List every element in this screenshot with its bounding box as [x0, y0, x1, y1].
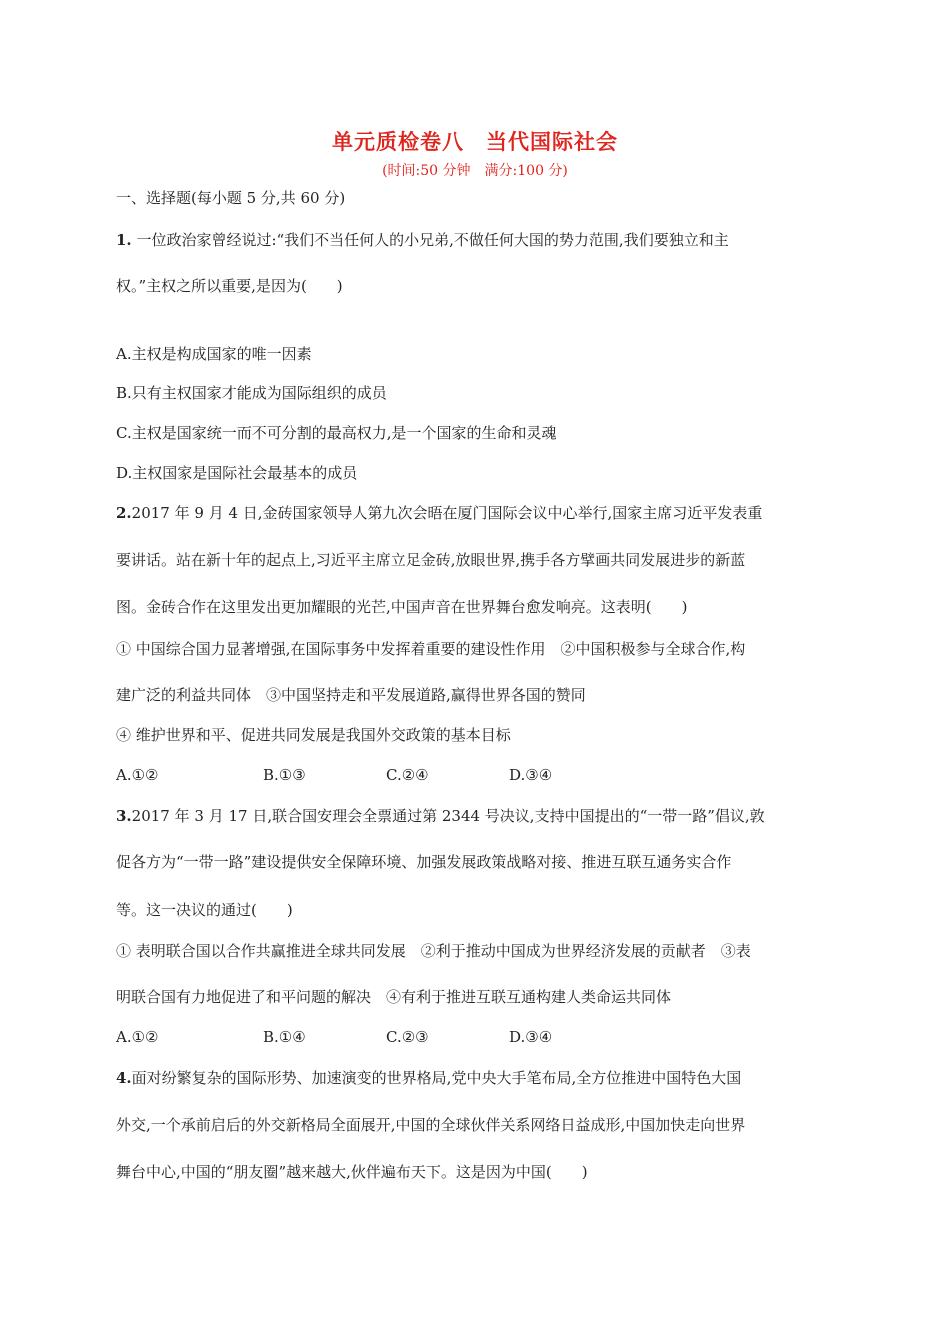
page-title: 单元质检卷八 当代国际社会 — [332, 129, 618, 154]
question-4-line-1 — [116, 1068, 741, 1088]
page-subtitle: (时间:50 分钟 满分:100 分) — [382, 163, 568, 179]
question-2-number: 2. — [116, 504, 132, 522]
question-3-options — [0, 1027, 950, 1047]
question-2-options — [0, 765, 950, 785]
question-2-statement-2: 建广泛的利益共同体 ③中国坚持走和平发展道路,赢得世界各国的赞同 — [116, 686, 586, 704]
question-3-statement-1: ① 表明联合国以合作共赢推进全球共同发展 ②利于推动中国成为世界经济发展的贡献者 ③表 — [116, 942, 751, 960]
question-1-option-a: A.主权是构成国家的唯一因素 — [116, 345, 312, 363]
question-3-statement-2: 明联合国有力地促进了和平问题的解决 ④有利于推进互联互通构建人类命运共同体 — [116, 988, 672, 1006]
question-3-option-d: D.③④ — [509, 1028, 553, 1046]
question-3-number: 3. — [116, 807, 132, 825]
question-3-option-b: B.①④ — [263, 1028, 306, 1046]
question-1-line-2: 权。”主权之所以重要,是因为( ) — [116, 277, 343, 295]
question-1-option-b: B.只有主权国家才能成为国际组织的成员 — [116, 384, 387, 402]
question-1-text: 一位政治家曾经说过:“我们不当任何人的小兄弟,不做任何大国的势力范围,我们要独立和主 — [131, 231, 729, 249]
question-1-number: 1. — [116, 231, 132, 249]
question-2-option-a: A.①② — [116, 766, 159, 784]
question-3-line-3: 等。这一决议的通过( ) — [116, 901, 293, 919]
question-2-statement-3: ④ 维护世界和平、促进共同发展是我国外交政策的基本目标 — [116, 726, 511, 744]
question-2-line-1 — [116, 503, 762, 523]
question-4-number: 4. — [116, 1069, 132, 1087]
question-3-option-a: A.①② — [116, 1028, 159, 1046]
question-2-option-b: B.①③ — [263, 766, 306, 784]
question-3-line-1 — [116, 806, 765, 826]
question-2-text: 2017 年 9 月 4 日,金砖国家领导人第九次会晤在厦门国际会议中心举行,国家主席习近平发表重 — [131, 504, 763, 522]
question-3-option-c: C.②③ — [386, 1028, 429, 1046]
question-1-option-d: D.主权国家是国际社会最基本的成员 — [116, 464, 358, 482]
question-4-text: 面对纷繁复杂的国际形势、加速演变的世界格局,党中央大手笔布局,全方位推进中国特色大国 — [131, 1069, 742, 1087]
question-2-line-3: 图。金砖合作在这里发出更加耀眼的光芒,中国声音在世界舞台愈发响亮。这表明( ) — [116, 598, 688, 616]
question-3-text: 2017 年 3 月 17 日,联合国安理会全票通过第 2344 号决议,支持中国提出的“一带一路”倡议,敦 — [131, 807, 765, 825]
question-2-option-c: C.②④ — [386, 766, 429, 784]
section-heading: 一、选择题(每小题 5 分,共 60 分) — [116, 189, 346, 207]
question-1-line-1 — [116, 230, 729, 250]
question-3-line-2: 促各方为“一带一路”建设提供安全保障环境、加强发展政策战略对接、推进互联互通务实合作 — [116, 853, 732, 871]
question-2-line-2: 要讲话。站在新十年的起点上,习近平主席立足金砖,放眼世界,携手各方擘画共同发展进步的新蓝 — [116, 551, 746, 569]
question-2-option-d: D.③④ — [509, 766, 553, 784]
question-2-statement-1: ① 中国综合国力显著增强,在国际事务中发挥着重要的建设性作用 ②中国积极参与全球合作,构 — [116, 640, 746, 658]
question-1-option-c: C.主权是国家统一而不可分割的最高权力,是一个国家的生命和灵魂 — [116, 424, 557, 442]
question-4-line-3: 舞台中心,中国的“朋友圈”越来越大,伙伴遍布天下。这是因为中国( ) — [116, 1163, 588, 1181]
question-4-line-2: 外交,一个承前启后的外交新格局全面展开,中国的全球伙伴关系网络日益成形,中国加快走向世界 — [116, 1116, 746, 1134]
